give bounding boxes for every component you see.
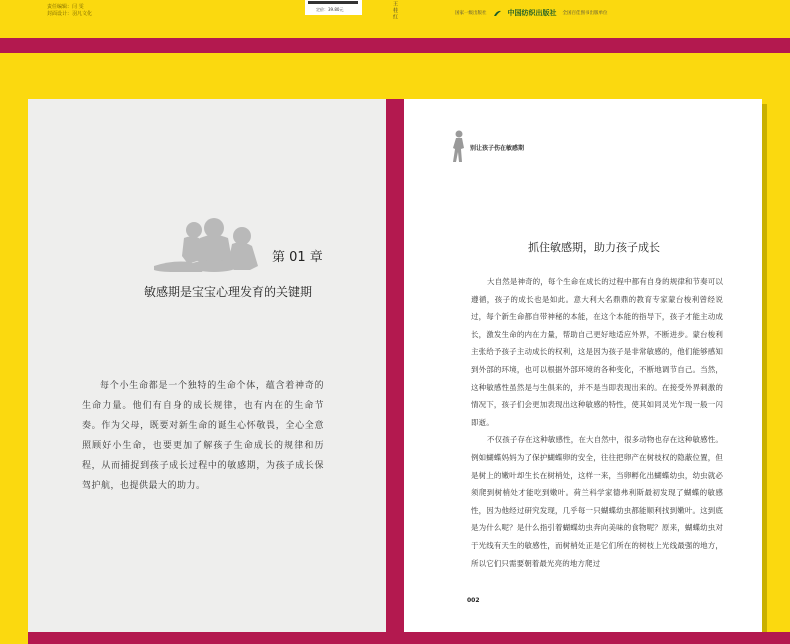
magenta-bottom-band — [28, 632, 790, 644]
running-header: 别让孩子伤在敏感期 — [470, 145, 525, 152]
barcode-bars — [308, 1, 358, 4]
cover-credits — [47, 4, 92, 18]
left-page — [28, 99, 386, 634]
body-paragraph: 大自然是神奇的，每个生命在成长的过程中都有自身的规律和节奏可以遵循，孩子的成长也是如此。意大利大名鼎鼎的教育专家蒙台梭利曾经说过，每个新生命都自带神秘的本能，在这个本能的指导下，孩子才能主动成长，激发生命的内在力量，帮助自己更好地适应外界，不断进步。蒙台梭利主张给予孩子主动成长的权利，这是因为孩子是非常敏感的，他们能够感知到外部的环境，也可以根据外部环境的各种变化，不断地调节自己。当然，这种敏感性虽然是与生俱来的，并不是当即表现出来的。在接受外界刺激的情况下，孩子们会更加表现出这种敏感的特性，使其如同灵光乍现一般一闪即逝。 — [471, 277, 723, 427]
body-paragraph: 不仅孩子存在这种敏感性，在大自然中，很多动物也存在这种敏感性。例如蝴蝶妈妈为了保护蝴蝶卵的安全，往往把卵产在树枝权的隐蔽位置，但是树上的嫩叶却生长在树梢处，这样一来，当卵孵化出蝴蝶幼虫，幼虫就必须爬到树梢处才能吃到嫩叶。荷兰科学家德弗利斯最初发现了蝴蝶的敏感性，因为他经过研究发现，几乎每一只蝴蝶幼虫都能顺利找到嫩叶。这到底是为什么呢？是什么指引着蝴蝶幼虫奔向美味的食物呢？原来，蝴蝶幼虫对于光线有天生的敏感性，而树梢处正是它们所在的树枝上光线最强的地方，所以它们只需要朝着最光亮的地方爬过 — [471, 435, 723, 568]
right-page — [404, 99, 762, 633]
chapter-number: 第 01 章 — [272, 250, 323, 265]
child-walking-icon — [450, 130, 468, 164]
price-label: 定价：39.80元 — [316, 7, 344, 12]
publisher-name: 中国纺织出版社 — [507, 8, 557, 17]
body-text — [471, 273, 723, 572]
spine-text: 王 桂 红 — [392, 1, 398, 20]
chapter-title: 敏感期是宝宝心理发育的关键期 — [144, 285, 313, 299]
chapter-intro — [82, 376, 324, 496]
publisher-rank-right: 全国百佳图书出版单位 — [562, 11, 608, 16]
publisher-rank-left: 国家一级出版社 — [455, 11, 487, 16]
publisher-row — [455, 8, 608, 18]
section-title: 抓住敏感期，助力孩子成长 — [528, 241, 660, 254]
magenta-band — [0, 38, 790, 53]
children-silhouette-icon — [154, 216, 260, 274]
credit-designer: 封面设计：羽凡文化 — [47, 11, 93, 17]
credit-editor: 责任编辑：闫 雯 — [47, 4, 84, 10]
page-number: 002 — [467, 597, 480, 604]
publisher-logo-icon — [493, 10, 502, 17]
intro-paragraph: 每个小生命都是一个独特的生命个体，蕴含着神奇的生命力量。他们有自身的成长规律，也有内在的生命节奏。作为父母，既要对新生命的诞生心怀敬畏，全心全意照顾好小生命，也要更加了解孩子生命成长的规律和历程，从而捕捉到孩子成长过程中的敏感期，为孩子成长保驾护航，也提供最大的助力。 — [82, 381, 324, 491]
